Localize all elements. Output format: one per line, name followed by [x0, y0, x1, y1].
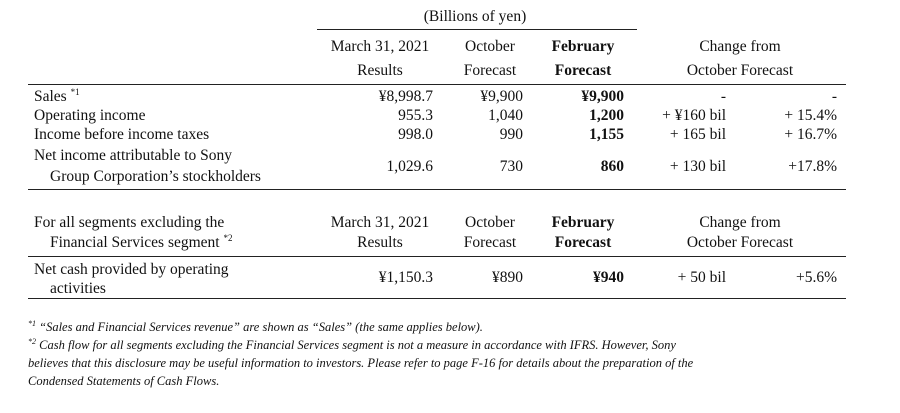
table2-bottom-rule: [28, 298, 846, 299]
header-top-rule: [317, 29, 637, 30]
col-change-header-2: October Forecast: [686, 62, 794, 79]
footnote-1: $^{*1}$ “Sales and Financial Services revenue” are shown as “Sales” (the same applies below).: [28, 318, 483, 334]
row-change-pct: -: [831, 88, 837, 105]
row-october-value: 1,040: [488, 107, 523, 124]
col-february-header-1: February: [551, 214, 615, 231]
row-label: Net income attributable to Sony: [34, 147, 233, 164]
cash-row-label-2: activities: [50, 280, 106, 297]
footnote-2-line-2: believes that this disclosure may be useful information to investors. Please refer to page F-16 for details about the preparation of the: [28, 356, 694, 370]
cash-results-value: ¥1,150.3: [378, 269, 433, 286]
cash-change-pct: +5.6%: [795, 269, 837, 286]
row-label-continued: Group Corporation’s stockholders: [50, 168, 261, 185]
row-change-pct: + 16.7%: [784, 126, 837, 143]
table1-bottom-rule: [28, 189, 846, 190]
col-february-header-1: February: [551, 38, 615, 55]
col-october-header-1: October: [465, 38, 515, 55]
row-results-value: 955.3: [398, 107, 433, 124]
col-change-header-1: Change from: [699, 38, 781, 55]
section2-header-rule: [28, 256, 846, 257]
col-february-header-2: Forecast: [554, 234, 612, 251]
col-october-header-2: Forecast: [463, 62, 517, 79]
row-label: Sales $^{*1}$: [34, 86, 80, 105]
row-change-abs: + 130 bil: [669, 158, 726, 175]
col-results-header-2: Results: [357, 234, 403, 251]
unit-caption: (Billions of yen): [423, 8, 527, 25]
row-results-value: ¥8,998.7: [378, 88, 433, 105]
col-october-header-2: Forecast: [463, 234, 517, 251]
col-october-header-1: October: [465, 214, 515, 231]
row-change-abs: + 165 bil: [669, 126, 726, 143]
footnote-2-line-1: $^{*2}$ Cash flow for all segments excluding the Financial Services segment is not a measure in accordance with IFRS. However, Sony: [28, 336, 676, 352]
col-february-header-2: Forecast: [554, 62, 612, 79]
row-label: Income before income taxes: [34, 126, 210, 143]
row-february-value: 1,200: [589, 107, 624, 124]
footnote-2-line-3: Condensed Statements of Cash Flows.: [28, 374, 220, 388]
col-change-header-1: Change from: [699, 214, 781, 231]
row-february-value: 860: [600, 158, 624, 175]
col-change-header-2: October Forecast: [686, 234, 794, 251]
col-results-header-1: March 31, 2021: [330, 38, 430, 55]
row-february-value: ¥9,900: [581, 88, 624, 105]
col-results-header-1: March 31, 2021: [330, 214, 430, 231]
row-results-value: 1,029.6: [386, 158, 433, 175]
row-change-abs: + ¥160 bil: [662, 107, 726, 124]
row-february-value: 1,155: [589, 126, 624, 143]
row-change-pct: +17.8%: [788, 158, 837, 175]
col-results-header-2: Results: [357, 62, 403, 79]
row-change-abs: -: [720, 88, 726, 105]
row-october-value: 730: [499, 158, 523, 175]
row-october-value: ¥9,900: [480, 88, 523, 105]
cash-october-value: ¥890: [492, 269, 523, 286]
row-change-pct: + 15.4%: [784, 107, 837, 124]
row-october-value: 990: [499, 126, 523, 143]
row-results-value: 998.0: [398, 126, 433, 143]
cash-february-value: ¥940: [593, 269, 624, 286]
header-bottom-rule: [28, 84, 846, 85]
section2-label-1: For all segments excluding the: [34, 214, 225, 231]
cash-row-label-1: Net cash provided by operating: [34, 261, 229, 278]
row-label: Operating income: [34, 107, 146, 124]
cash-change-abs: + 50 bil: [677, 269, 726, 286]
section2-label-2: Financial Services segment $^{*2}$: [50, 232, 233, 251]
